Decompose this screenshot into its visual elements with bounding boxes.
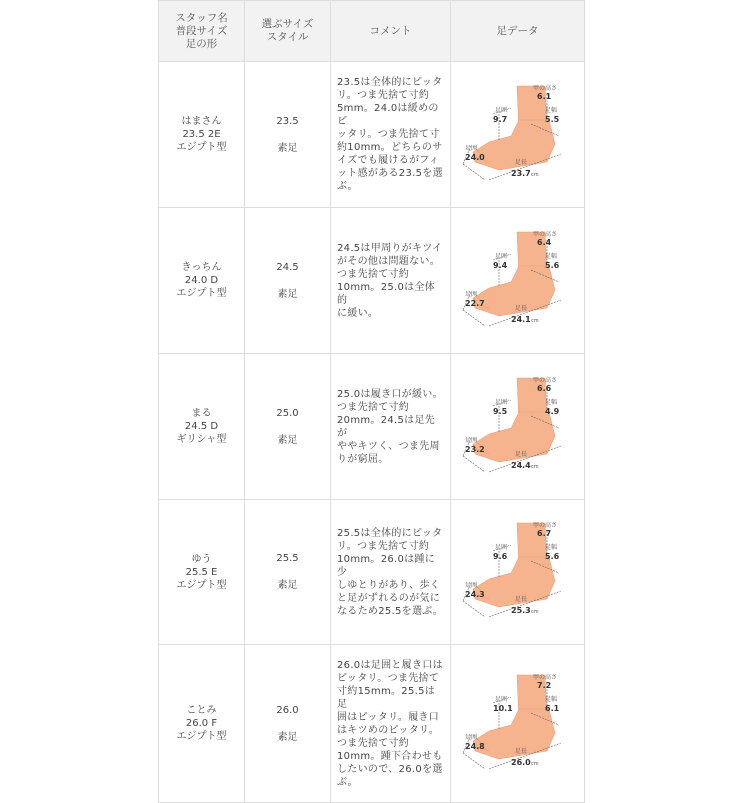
instep-label: 足囲: [494, 398, 507, 406]
width-value: 5.5: [544, 114, 559, 124]
girth-value: 22.7: [464, 298, 485, 308]
comment-line: リ。つま先捨て寸約: [337, 540, 430, 552]
comment-line: 25.5は全体的にピッタ: [337, 527, 443, 539]
comment-line: 25.0は履き口が緩い。: [337, 388, 443, 400]
chosen-size: 25.5: [276, 553, 299, 564]
staff-name: はまさん: [181, 116, 222, 127]
comment-line: ピッタリ。つま先捨て: [337, 672, 440, 684]
foot-diagram: [459, 226, 577, 336]
height-label: 甲の高さ: [532, 230, 557, 238]
comment-cell: [331, 645, 451, 803]
staff-name: まる: [191, 408, 212, 419]
height-value: 7.2: [536, 680, 551, 690]
length-value: 23.7: [510, 168, 531, 178]
staff-usual-size: 26.0 F: [185, 718, 218, 729]
foot-diagram: [459, 80, 577, 190]
length-value: 24.1: [510, 314, 531, 324]
staff-foot-shape: エジプト型: [176, 288, 227, 299]
width-value: 5.6: [544, 260, 559, 270]
foot-shape: [473, 266, 555, 316]
length-value: 26.0: [510, 757, 531, 767]
chosen-size: 25.0: [276, 407, 299, 419]
staff-cell: [159, 354, 245, 500]
comment-line: 10mm。踵下合わせも: [337, 750, 443, 762]
header-comment: コメント: [331, 1, 451, 62]
comment-line: つま先捨て寸約: [337, 268, 410, 280]
table-row: [159, 645, 585, 803]
girth-value: 23.2: [464, 444, 485, 454]
comment-line: つま先捨て寸約: [337, 737, 410, 749]
staff-cell: [159, 62, 245, 208]
comment-line: つま先捨て寸約: [337, 401, 410, 413]
length-value: 24.4: [510, 460, 531, 470]
instep-label: 足囲: [494, 106, 507, 114]
comment-line: に緩い。: [337, 307, 379, 319]
wear-style: 素足: [277, 142, 298, 154]
instep-label: 足囲: [494, 252, 507, 260]
foot-diagram: [459, 517, 577, 627]
wear-style: 素足: [277, 434, 298, 446]
comment-line: 23.5は全体的にピッタ: [337, 77, 443, 88]
foot-data-cell: [451, 500, 585, 645]
header-size: [245, 1, 331, 62]
comment-line: ット感がある23.5を選: [337, 168, 443, 179]
chosen-size: 23.5: [276, 115, 299, 127]
height-label: 甲の高さ: [532, 522, 557, 529]
staff-usual-size: 25.5 E: [185, 566, 218, 578]
foot-shape: [473, 412, 555, 462]
size-cell: [245, 62, 331, 208]
height-value: 6.4: [536, 237, 551, 247]
length-label: 足長: [514, 747, 527, 755]
foot-diagram: [459, 372, 577, 482]
instep-value: 9.4: [492, 260, 507, 270]
height-label: 甲の高さ: [532, 376, 557, 384]
chosen-size: 26.0: [276, 704, 299, 716]
foot-data-cell: [451, 208, 585, 354]
header-staff: [159, 1, 245, 62]
foot-shape: [473, 709, 555, 759]
comment-line: 寸約15mm。25.5は足: [337, 685, 436, 710]
comment-line: 約10mm。どちらのサ: [337, 142, 443, 153]
chosen-size: 24.5: [276, 261, 299, 273]
comment-line: イズでも履けるがフィ: [337, 155, 440, 166]
size-cell: [245, 500, 331, 645]
staff-size-table-wrapper: [158, 0, 584, 803]
length-unit: cm: [530, 171, 539, 178]
size-cell: [245, 645, 331, 803]
header-chosen-size: 選ぶサイズ: [261, 18, 314, 30]
comment-line: 5mm。24.0は緩めのピ: [337, 103, 439, 127]
width-value: 4.9: [544, 406, 559, 416]
comment-line: 20mm。24.5は足先が: [337, 414, 436, 439]
staff-cell: [159, 208, 245, 354]
width-value: 6.1: [544, 703, 559, 713]
table-row: [159, 500, 585, 645]
staff-cell: [159, 500, 245, 645]
staff-size-table: [158, 0, 585, 803]
instep-value: 9.7: [492, 114, 507, 124]
comment-line: ッタリ。つま先捨て寸: [337, 129, 440, 140]
length-unit: cm: [530, 463, 539, 470]
header-style: スタイル: [266, 31, 309, 43]
girth-value: 24.0: [464, 152, 485, 162]
comment-line: 24.5は甲周りがキツイ: [337, 242, 443, 254]
staff-foot-shape: エジプト型: [176, 731, 227, 742]
width-label: 足幅: [544, 398, 557, 406]
width-label: 足幅: [544, 106, 557, 114]
girth-label: 足囲: [464, 582, 477, 589]
comment-line: ぶ。: [337, 181, 358, 192]
height-label: 甲の高さ: [532, 84, 557, 92]
length-unit: cm: [530, 760, 539, 767]
header-row: [159, 1, 585, 62]
instep-value: 9.5: [492, 406, 507, 416]
size-cell: [245, 354, 331, 500]
table-row: [159, 208, 585, 354]
girth-label: 足囲: [464, 733, 477, 741]
comment-cell: [331, 62, 451, 208]
foot-data-cell: [451, 62, 585, 208]
size-cell: [245, 208, 331, 354]
comment-line: ややキツく、つま先周: [337, 440, 440, 452]
length-label: 足長: [514, 450, 527, 458]
staff-foot-shape: ギリシャ型: [176, 434, 227, 445]
header-foot-data: 足データ: [451, 1, 585, 62]
width-label: 足幅: [544, 544, 557, 551]
staff-foot-shape: エジプト型: [176, 142, 227, 153]
staff-cell: [159, 645, 245, 803]
comment-line: と足がずれるのが気に: [337, 592, 440, 604]
girth-label: 足囲: [464, 144, 477, 152]
height-label: 甲の高さ: [532, 673, 557, 681]
staff-name: ゆう: [191, 553, 212, 565]
girth-label: 足囲: [464, 290, 477, 298]
comment-line: 囲はピッタリ。履き口: [337, 711, 440, 723]
length-unit: cm: [530, 317, 539, 324]
girth-label: 足囲: [464, 436, 477, 444]
comment-cell: [331, 500, 451, 645]
instep-value: 10.1: [492, 703, 513, 713]
girth-value: 24.8: [464, 741, 485, 751]
length-unit: cm: [530, 609, 539, 615]
staff-usual-size: 23.5 2E: [182, 129, 221, 140]
length-value: 25.3: [510, 606, 531, 615]
foot-diagram: [459, 669, 577, 779]
foot-data-cell: [451, 645, 585, 803]
instep-value: 9.6: [492, 552, 507, 561]
length-label: 足長: [514, 596, 527, 603]
header-usual-size: 普段サイズ: [175, 24, 228, 37]
comment-cell: [331, 354, 451, 500]
length-label: 足長: [514, 304, 527, 312]
foot-shape: [473, 120, 555, 170]
staff-name: ことみ: [186, 705, 217, 716]
comment-cell: [331, 208, 451, 354]
comment-line: なるため25.5を選ぶ。: [337, 605, 444, 617]
width-value: 5.6: [544, 552, 559, 561]
table-row: [159, 62, 585, 208]
staff-foot-shape: エジプト型: [176, 579, 227, 591]
staff-usual-size: 24.5 D: [184, 421, 219, 432]
comment-line: はキツめのピッタリ。: [337, 724, 440, 736]
wear-style: 素足: [277, 731, 298, 743]
instep-label: 足囲: [494, 695, 507, 703]
girth-value: 24.3: [464, 590, 485, 599]
header-staff-name: スタッフ名: [175, 11, 228, 24]
comment-line: りが窮屈。: [337, 453, 389, 465]
comment-line: したいので、26.0を選ぶ。: [337, 763, 443, 788]
height-value: 6.7: [536, 529, 551, 538]
staff-name: きっちん: [181, 262, 222, 273]
comment-line: リ。つま先捨て寸約: [337, 90, 430, 101]
width-label: 足幅: [544, 252, 557, 260]
wear-style: 素足: [277, 580, 298, 591]
comment-line: 26.0は足囲と履き口は: [337, 659, 443, 671]
width-label: 足幅: [544, 695, 557, 703]
foot-data-cell: [451, 354, 585, 500]
comment-line: 10mm。25.0は全体的: [337, 281, 436, 306]
length-label: 足長: [514, 158, 527, 166]
wear-style: 素足: [277, 288, 298, 300]
foot-shape: [473, 557, 555, 607]
staff-usual-size: 24.0 D: [184, 275, 219, 286]
table-row: [159, 354, 585, 500]
comment-line: しゆとりがあり、歩く: [337, 579, 440, 591]
instep-label: 足囲: [494, 544, 507, 551]
header-foot-shape: 足の形: [185, 37, 218, 50]
comment-line: 10mm。26.0は踵に少: [337, 553, 436, 578]
height-value: 6.1: [536, 91, 551, 101]
height-value: 6.6: [536, 383, 551, 393]
comment-line: がその他は問題ない。: [337, 255, 440, 267]
